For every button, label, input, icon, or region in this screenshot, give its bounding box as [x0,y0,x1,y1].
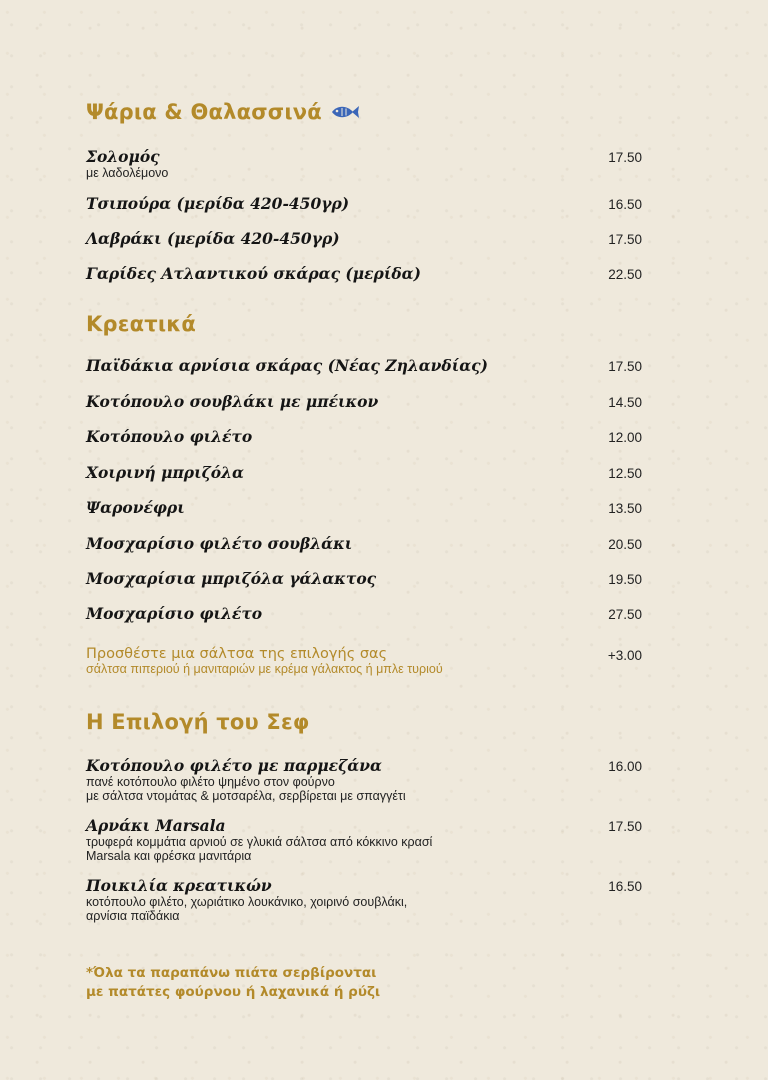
menu-item [86,356,642,375]
menu-item [86,816,642,863]
item-price: 16.00 [608,759,642,774]
item-desc: πανέ κοτόπουλο φιλέτο ψημένο στον φούρνο [86,775,335,789]
menu-item [86,229,642,248]
item-name: Τσιπούρα (μερίδα 420-450γρ) [86,194,350,213]
item-price: 22.50 [608,267,642,282]
menu-item [86,147,642,180]
item-name: Ποικιλία κρεατικών [86,876,272,895]
menu-item [86,392,642,411]
section-title-meats [86,312,196,336]
item-price: 17.50 [608,819,642,834]
item-price: 27.50 [608,607,642,622]
sauce-addon [86,646,642,676]
footnote-line: *Όλα τα παραπάνω πιάτα σερβίρονται [86,965,377,981]
item-price: 17.50 [608,150,642,165]
item-price: 17.50 [608,232,642,247]
fish-icon [330,104,360,120]
menu-item [86,463,642,482]
item-name: Μοσχαρίσιο φιλέτο [86,604,263,623]
section-title-text: Ψάρια & Θαλασσινά [86,100,322,124]
item-name: Λαβράκι (μερίδα 420-450γρ) [86,229,340,248]
item-price: 17.50 [608,359,642,374]
item-name: Μοσχαρίσιο φιλέτο σουβλάκι [86,534,353,553]
item-name: Μοσχαρίσια μπριζόλα γάλακτος [86,569,377,588]
item-name: Ψαρονέφρι [86,498,185,517]
item-name: Κοτόπουλο φιλέτο με παρμεζάνα [86,756,382,775]
item-price: 12.50 [608,466,642,481]
item-price: 19.50 [608,572,642,587]
item-desc: αρνίσια παϊδάκια [86,909,180,923]
menu-item [86,498,642,517]
menu-item [86,876,642,923]
item-name: Σολομός [86,147,160,166]
item-price: 13.50 [608,501,642,516]
menu-item [86,427,642,446]
item-price: 16.50 [608,879,642,894]
item-name: Γαρίδες Ατλαντικού σκάρας (μερίδα) [86,264,421,283]
item-desc: με λαδολέμονο [86,166,169,180]
menu-item [86,534,642,553]
menu-item [86,756,642,803]
item-desc: Marsala και φρέσκα μανιτάρια [86,849,252,863]
item-name: Κοτόπουλο φιλέτο [86,427,253,446]
footnote-line: με πατάτες φούρνου ή λαχανικά ή ρύζι [86,984,381,1000]
menu-item [86,604,642,623]
item-name: Παϊδάκια αρνίσια σκάρας (Νέας Ζηλανδίας) [86,356,488,375]
item-price: 16.50 [608,197,642,212]
footnote [86,964,380,1002]
menu-item [86,264,642,283]
section-title-text: Η Επιλογή του Σεφ [86,710,310,734]
item-price: 14.50 [608,395,642,410]
item-desc: τρυφερά κομμάτια αρνιού σε γλυκιά σάλτσα από κόκκινο κρασί [86,835,433,849]
item-name: Χοιρινή μπριζόλα [86,463,244,482]
menu-item [86,194,642,213]
item-name: Κοτόπουλο σουβλάκι με μπέικον [86,392,379,411]
item-desc: με σάλτσα ντομάτας & μοτσαρέλα, σερβίρεται με σπαγγέτι [86,789,406,803]
section-title-text: Κρεατικά [86,312,196,336]
menu-item [86,569,642,588]
addon-desc: σάλτσα πιπεριού ή μανιταριών με κρέμα γάλακτος ή μπλε τυριού [86,662,443,676]
item-desc: κοτόπουλο φιλέτο, χωριάτικο λουκάνικο, χοιρινό σουβλάκι, [86,895,408,909]
addon-name: Προσθέστε μια σάλτσα της επιλογής σας [86,646,388,662]
item-name: Αρνάκι Marsala [86,816,226,835]
section-title-chef-choice [86,710,310,734]
addon-price: +3.00 [607,648,642,663]
item-price: 12.00 [608,430,642,445]
item-price: 20.50 [608,537,642,552]
section-title-fish [86,100,360,124]
